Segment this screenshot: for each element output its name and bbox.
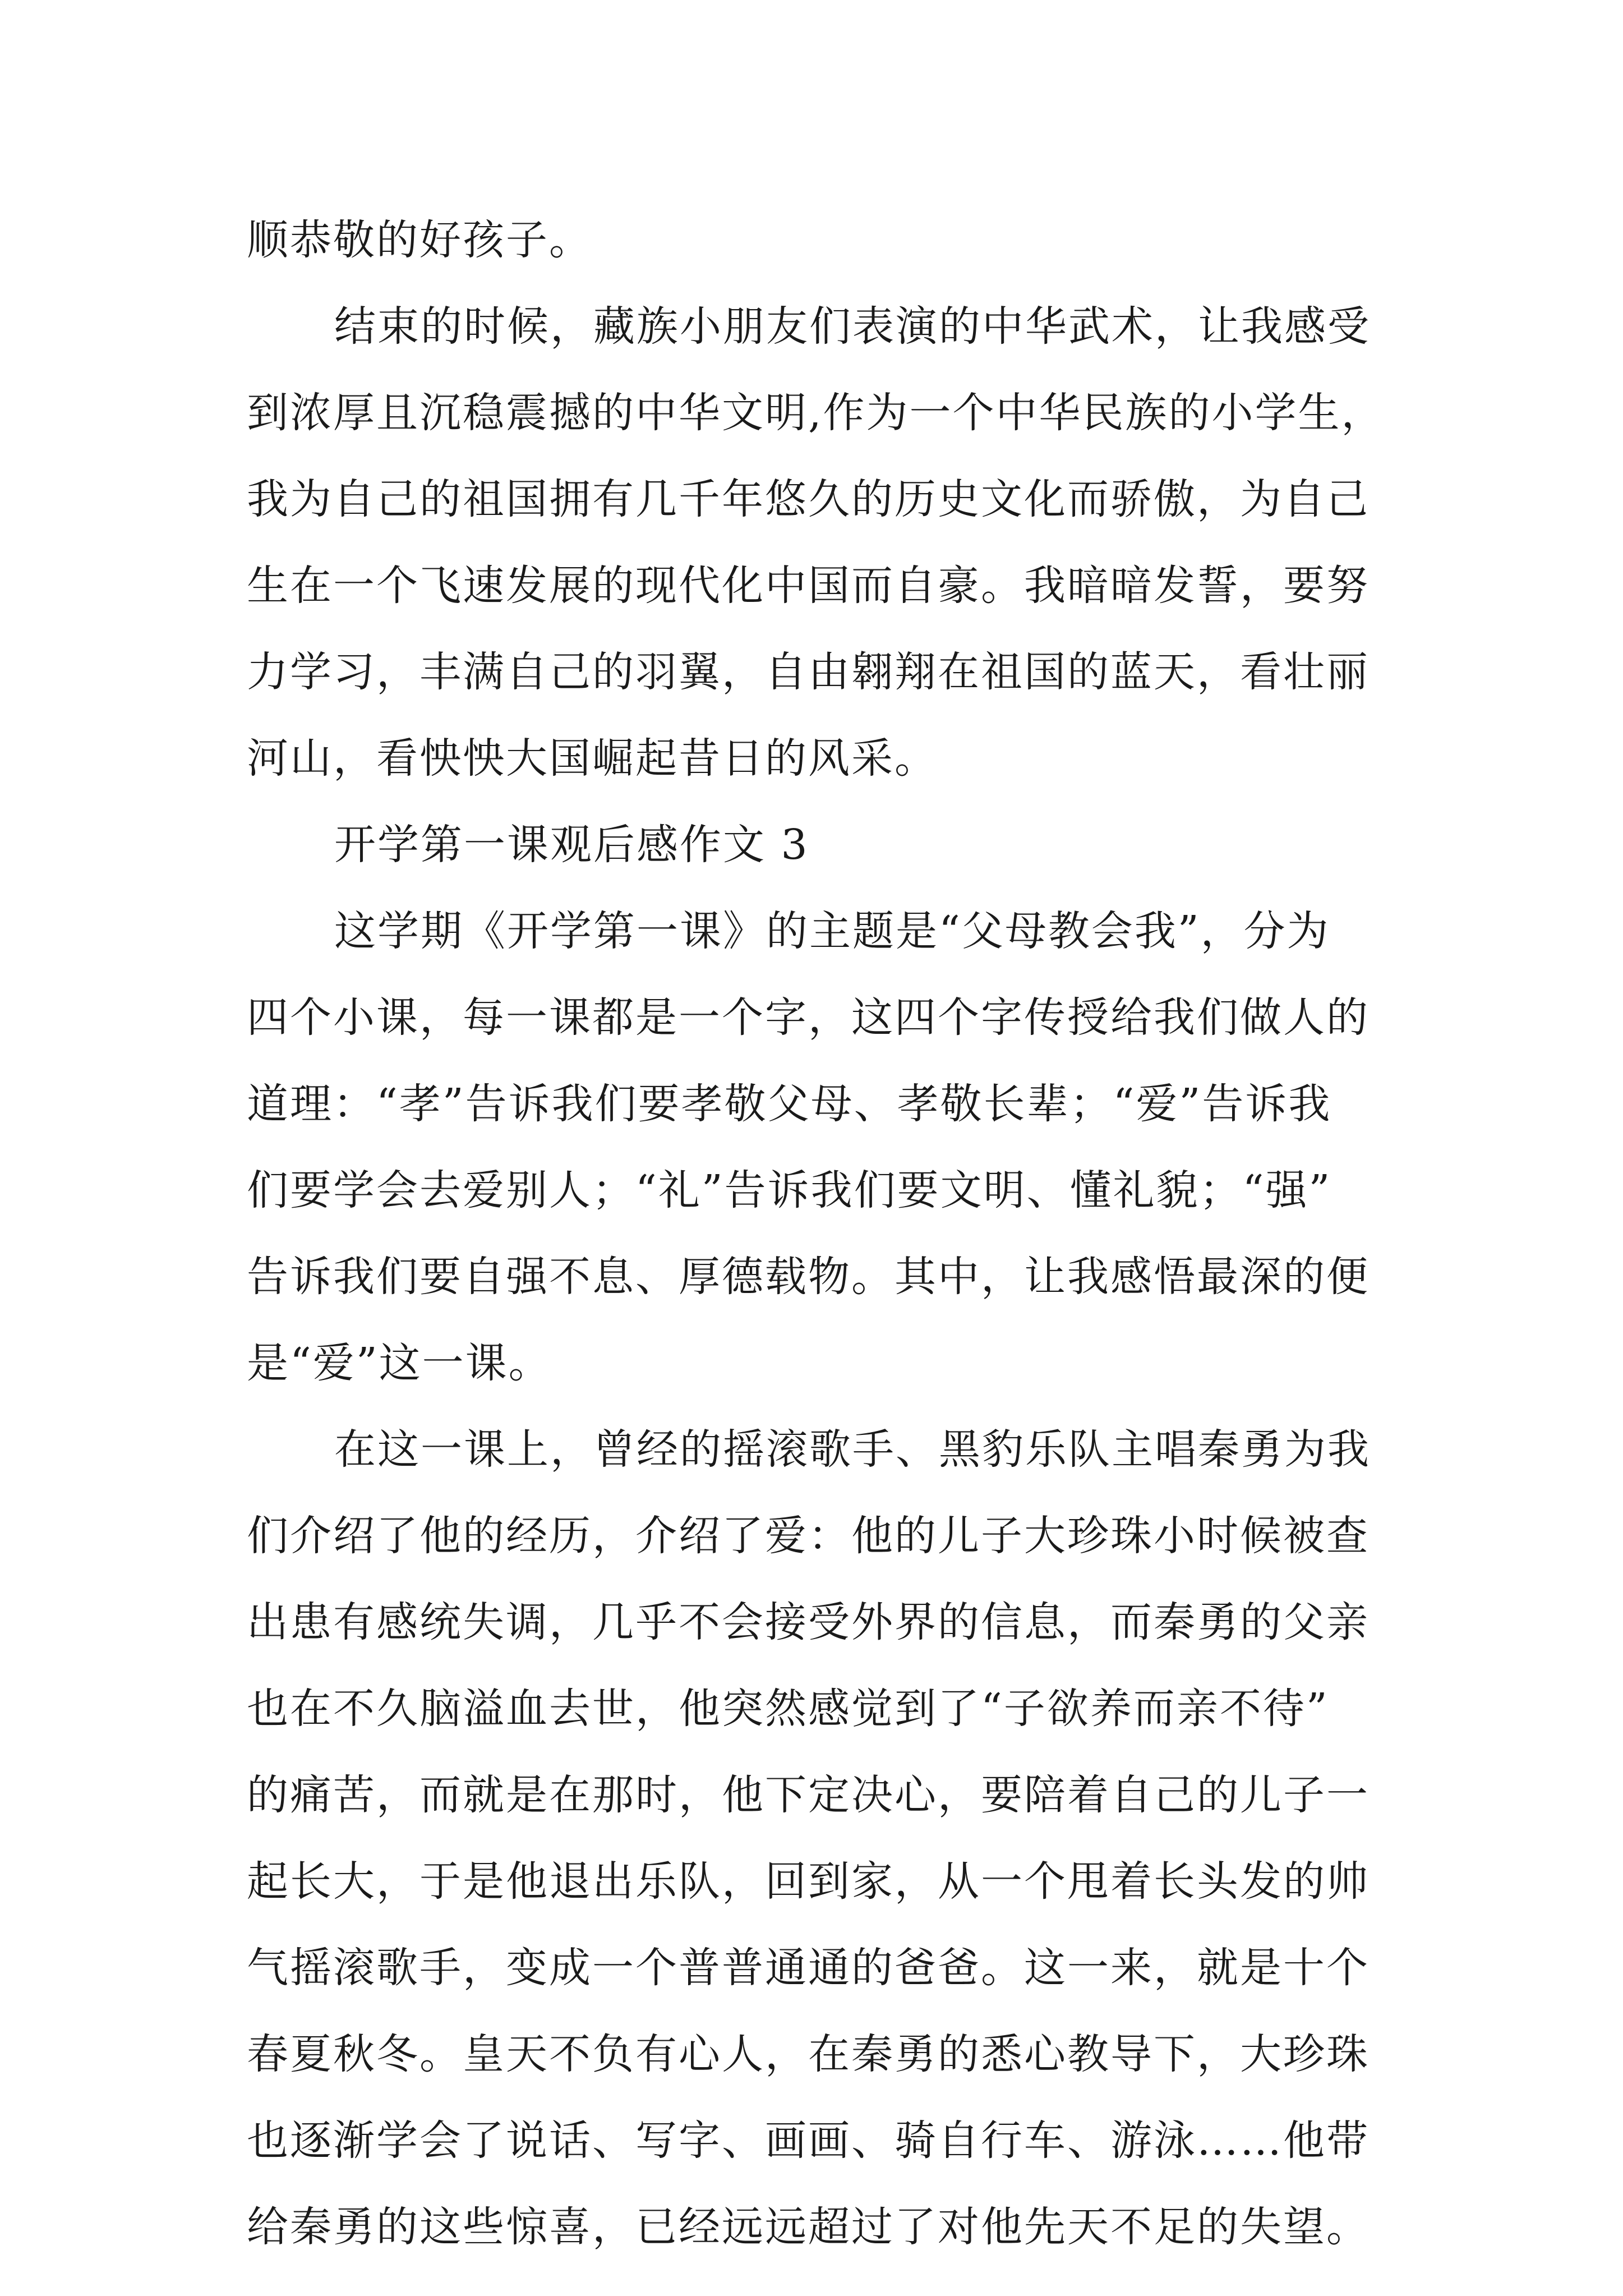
paragraph-line: 是“爱”这一课。	[247, 1339, 552, 1387]
paragraph-line: 道理：“孝”告诉我们要孝敬父母、孝敬长辈；“爱”告诉我	[247, 1080, 1332, 1128]
paragraph-line: 们介绍了他的经历，介绍了爱：他的儿子大珍珠小时候被查	[247, 1512, 1370, 1560]
section-heading: 开学第一课观后感作文 3	[334, 821, 809, 869]
paragraph-line: 起长大，于是他退出乐队，回到家，从一个甩着长头发的帅	[247, 1857, 1370, 1906]
paragraph-line: 四个小课，每一课都是一个字，这四个字传授给我们做人的	[247, 993, 1370, 1042]
paragraph-line: 春夏秋冬。皇天不负有心人，在秦勇的悉心教导下，大珍珠	[247, 2030, 1370, 2078]
paragraph-line: 的痛苦，而就是在那时，他下定决心，要陪着自己的儿子一	[247, 1771, 1370, 1819]
paragraph-line: 也在不久脑溢血去世，他突然感觉到了“子欲养而亲不待”	[247, 1685, 1329, 1733]
paragraph-line: 河山，看怏怏大国崛起昔日的风采。	[247, 734, 938, 783]
paragraph-line: 给秦勇的这些惊喜，已经远远超过了对他先天不足的失望。	[247, 2203, 1370, 2251]
paragraph-line: 结束的时候，藏族小朋友们表演的中华武术，让我感受	[334, 302, 1371, 351]
paragraph-line: 出患有感统失调，几乎不会接受外界的信息，而秦勇的父亲	[247, 1598, 1370, 1646]
paragraph-line: 这学期《开学第一课》的主题是“父母教会我”，分为	[334, 907, 1330, 955]
paragraph-line: 也逐渐学会了说话、写字、画画、骑自行车、游泳……他带	[247, 2116, 1370, 2165]
paragraph-line: 告诉我们要自强不息、厚德载物。其中，让我感悟最深的便	[247, 1253, 1370, 1301]
paragraph-line: 们要学会去爱别人；“礼”告诉我们要文明、懂礼貌；“强”	[247, 1166, 1332, 1214]
paragraph-line: 生在一个飞速发展的现代化中国而自豪。我暗暗发誓，要努	[247, 562, 1370, 610]
paragraph-line: 我为自己的祖国拥有几千年悠久的历史文化而骄傲，为自己	[247, 475, 1370, 523]
paragraph-line: 到浓厚且沉稳震撼的中华文明,作为一个中华民族的小学生，	[247, 389, 1385, 437]
paragraph-line: 在这一课上，曾经的摇滚歌手、黑豹乐队主唱秦勇为我	[334, 1425, 1371, 1474]
paragraph-line: 顺恭敬的好孩子。	[247, 216, 592, 264]
paragraph-line: 气摇滚歌手，变成一个普普通通的爸爸。这一来，就是十个	[247, 1944, 1370, 1992]
paragraph-line: 力学习，丰满自己的羽翼，自由翱翔在祖国的蓝天，看壮丽	[247, 648, 1370, 696]
